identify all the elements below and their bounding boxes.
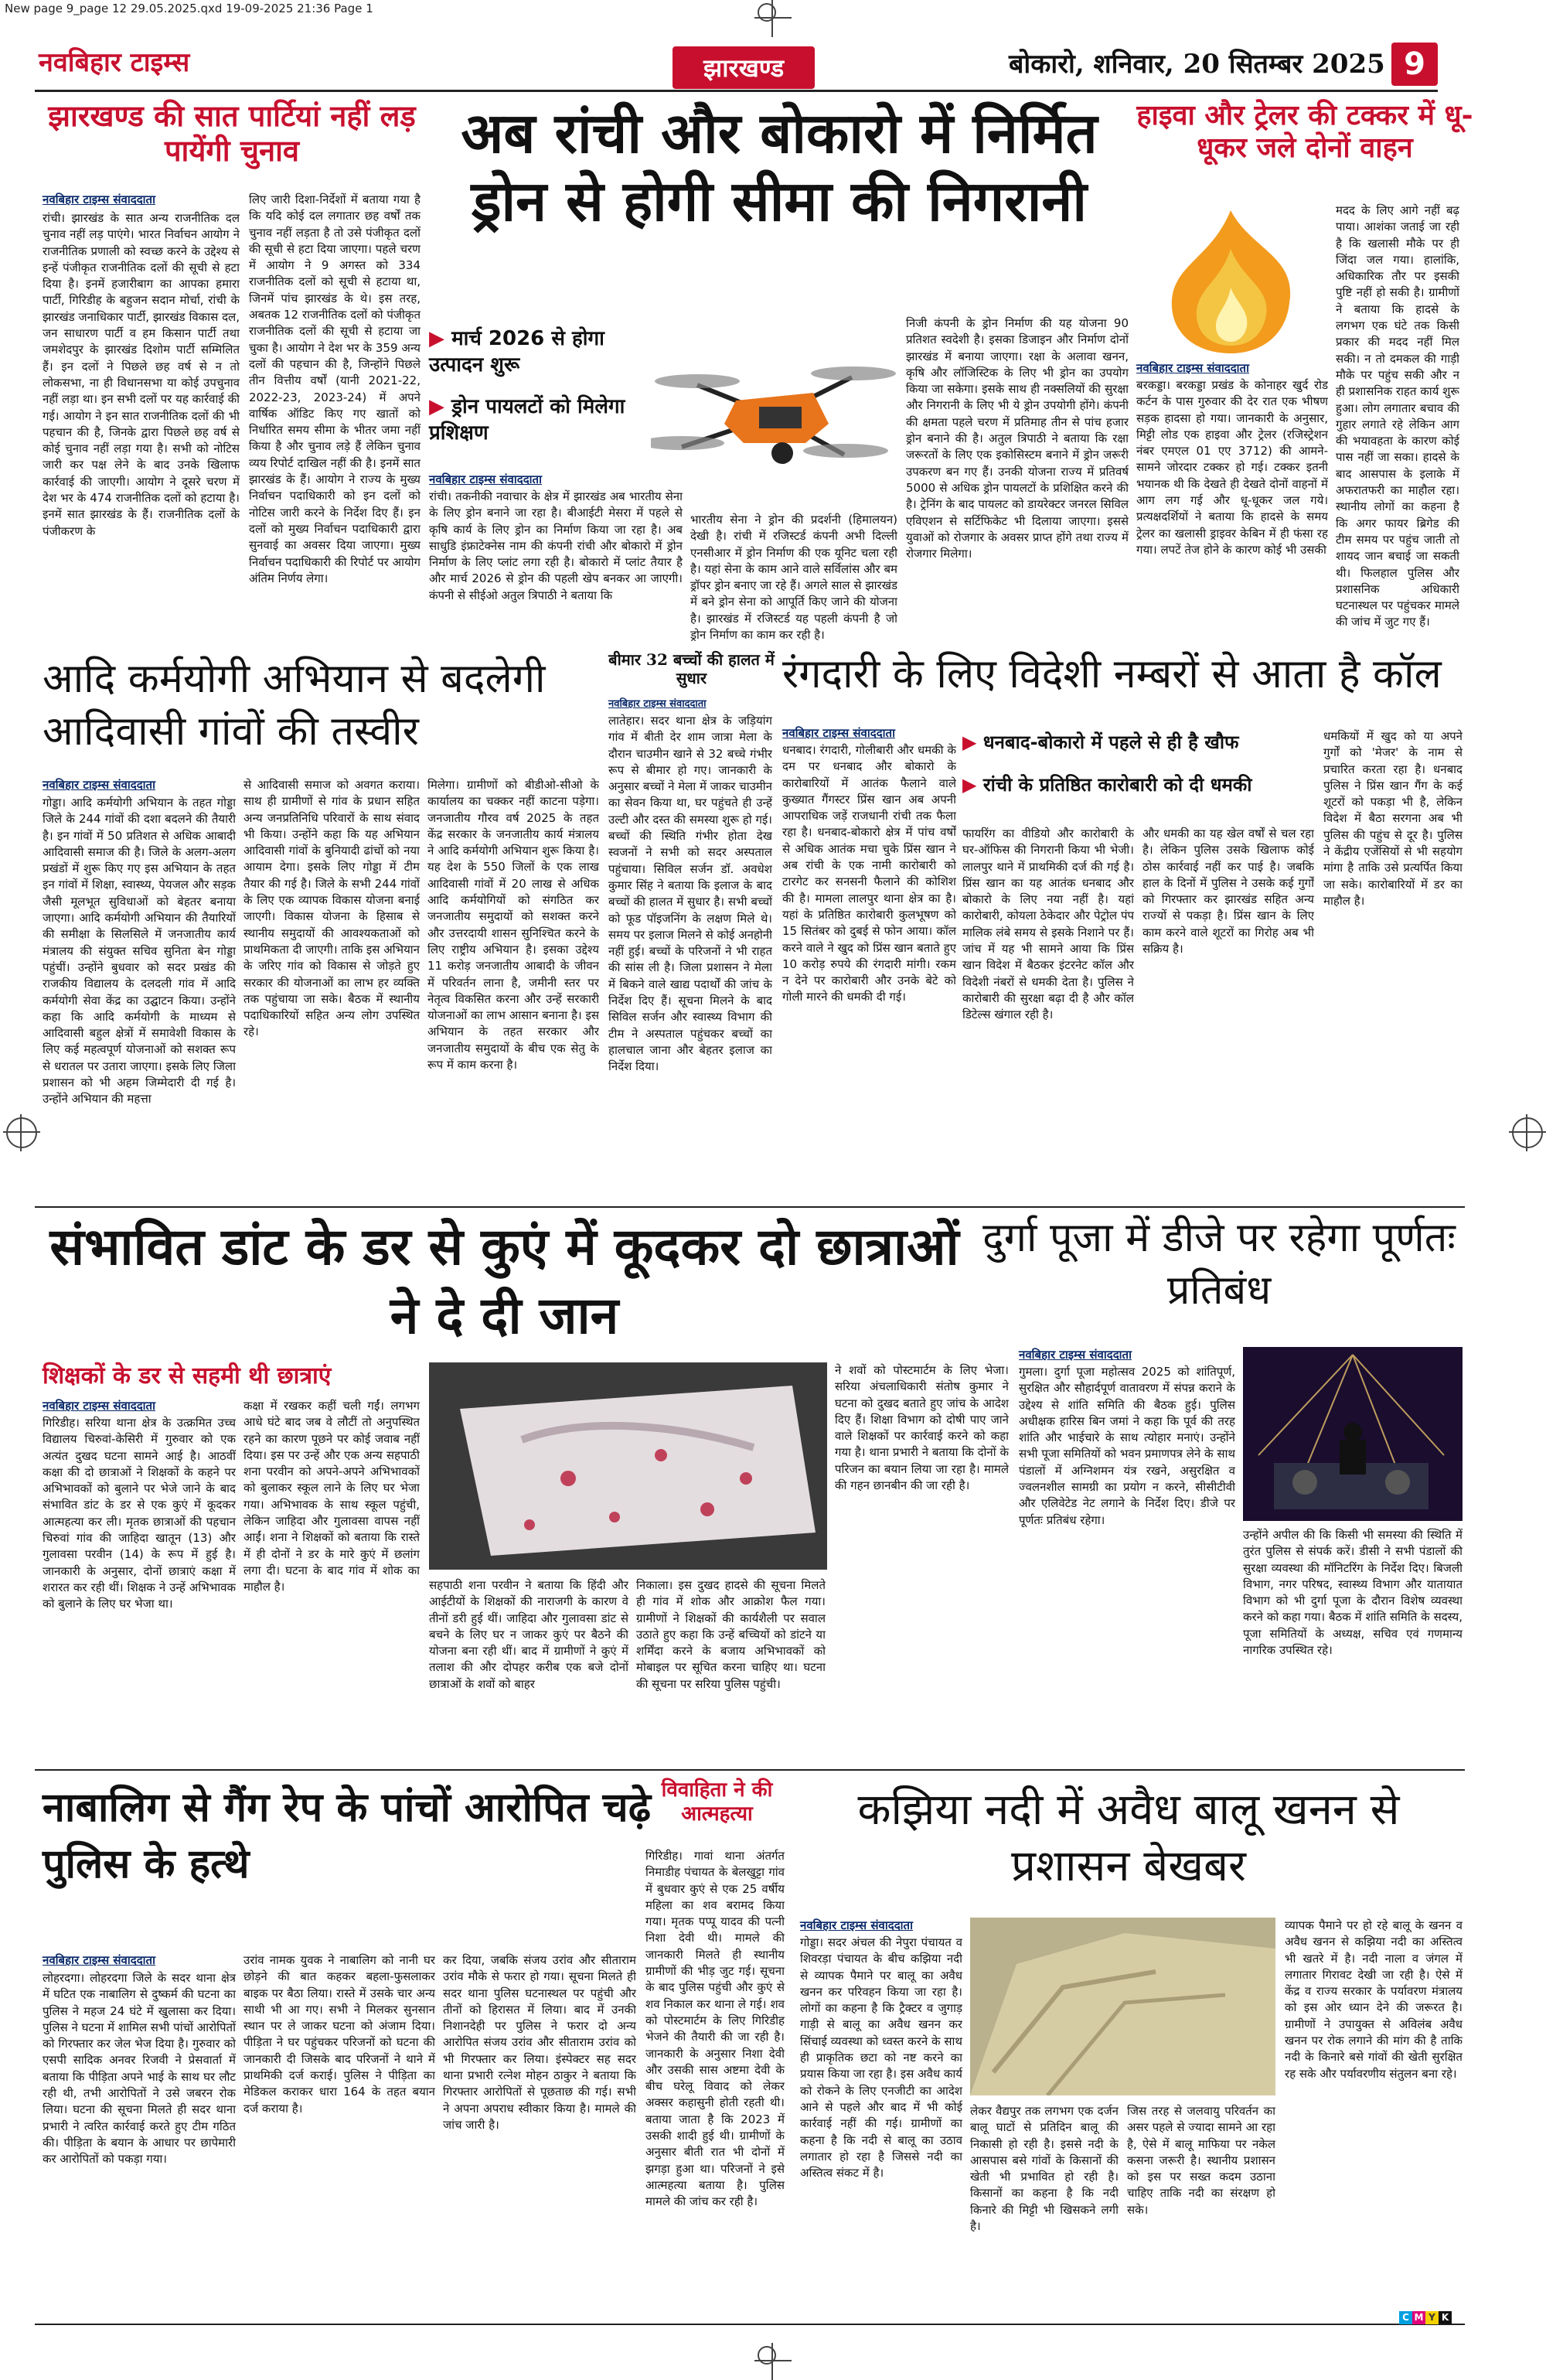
magenta-swatch: M [1412,2311,1425,2324]
yellow-swatch: Y [1425,2311,1439,2324]
story7-col1: गिरिडीह। सरिया थाना क्षेत्र के उत्क्रमित उच्च विद्यालय चिरुवां-केसिरी में गुरुवार को एक अत्यंत दुखद घटना सामने आई है। आठवीं कक्षा की दो छात्राओं ने शिक्षकों के कहने पर अभिभावकों को बुलाने पर भेजे जाने के बाद संभावित डांट के डर से एक कुएं में कूदकर आत्महत्या कर ली। मृतक छात्राओं की पहचान चिरुवां गांव की जाहिदा खातून (13) और गुलावसा परवीन (14) के रूप में हुई है। जानकारी के अनुसार, दोनों छात्राएं कक्षा में शरारत कर रही थीं। शिक्षक ने उन्हें अभिभावक को बुलाने के लिए घर भेजा था। [43,1416,236,1611]
registration-mark-bottom [758,2346,776,2365]
story10-body: गिरिडीह। गावां थाना अंतर्गत निमाडीह पंचायत के बेलखुट्टा गांव में बुधवार कुएं से एक 25 वर्षीय महिला का शव बरामद किया गया। मृतक पप्पू यादव की पत्नी निशा देवी थी। मामले की जानकारी मिलते ही स्थानीय ग्रामीणों की भीड़ जुट गई। सूचना के बाद पुलिस पहुंची और कुएं से शव निकाल कर थाना ले गई। शव को पोस्टमार्टम के लिए गिरिडीह भेजने की तैयारी की जा रही है। जानकारी के अनुसार निशा देवी और उसकी सास अष्टमा देवी के बीच घरेलू विवाद को लेकर अक्सर कहासुनी होती रहती थी। बताया जाता है कि 2023 में उसकी शादी हुई थी। ग्रामीणों के अनुसार बीती रात भी दोनों में झगड़ा हुआ था। परिजनों ने इसे आत्महत्या बताया है। पुलिस मामले की जांच कर रही है। [645,1849,785,2209]
story4-col3: मिलेगा। ग्रामीणों को बीडीओ-सीओ के कार्यालय का चक्कर नहीं काटना पड़ेगा। जनजातीय गौरव वर्ष 2025 के तहत केंद्र सरकार के जनजातीय कार्य मंत्रालय ने आदि कर्मयोगी अभियान शुरू किया है। यह देश के 550 जिलों के एक लाख आदिवासी गांवों में 20 लाख से अधिक आदि कर्मयोगियों को संगठित कर जनजातीय समुदायों को सशक्त करने और उत्तरदायी शासन सुनिश्चित करने के लिए राष्ट्रीय अभियान है। इसका उद्देश्य 11 करोड़ जनजातीय आबादी के जीवन में परिवर्तन लाना है, जमीनी स्तर पर नेतृत्व विकसित करना और उन्हें सरकारी योजनाओं का लाभ आसान बनाना है। इस अभियान के तहत सरकार और जनजातीय समुदायों के बीच एक सेतु के रूप में काम करना है। [427,778,599,1072]
story9-headline: नाबालिग से गैंग रेप के पांचों आरोपित चढ़े पुलिस के हत्थे [43,1784,651,1887]
story6-bullet-2 [962,773,1318,797]
story7-col4: ने शवों को पोस्टमार्टम के लिए भेजा। सरिया अंचलाधिकारी संतोष कुमार ने घटना को दुखद बताते हुए जांच के आदेश दिए हैं। शिक्षा विभाग को दोषी पाए जाने वाले शिक्षकों पर कार्रवाई करने को कहा गया है। थाना प्रभारी ने बताया कि दोनों के परिजन का बयान लिया जा रहा है। मामले की गहन छानबीन की जा रही है। [835,1363,1009,1493]
story5-headline: बीमार 32 बच्चों की हालत में सुधार [608,650,775,687]
story1-col1: रांची। झारखंड के सात अन्य राजनीतिक दल चुनाव नहीं लड़ पाएंगे। भारत निर्वाचन आयोग ने राजनीतिक प्रणाली को स्वच्छ करने के उद्देश्य से इन्हें पंजीकृत राजनीतिक दलों की सूची से हटा दिया है। इनमें हजारीबाग का आपका हमारा पार्टी, गिरिडीह के बहुजन सदान मोर्चा, रांची के झारखंड जनाधिकार पार्टी, झारखंड विकास दल, जन साधारण पार्टी व हम किसान पार्टी तथा जमशेदपुर के झारखंड दिशोम पार्टी सम्मिलित हैं। इन दलों ने पिछले छह वर्ष से न तो लोकसभा, ना ही विधानसभा या कोई उपचुनाव नहीं लड़ा था। इन सभी दलों पर यह कार्रवाई की गई। आयोग ने इन सात राजनीतिक दलों की भी पहचान की है, जिनके द्वारा पिछले छह वर्ष से कोई चुनाव नहीं लड़ा गया है। सभी को नोटिस जारी कर पक्ष लेने के बाद उनके खिलाफ कार्रवाई की जाएगी। आयोग ने दूसरे चरण में देश भर के 474 राजनीतिक दलों को हटाया है। इनमें सात झारखंड के हैं। राजनीतिक दलों के पंजीकरण के [43,211,240,538]
story8-col3: उन्होंने अपील की कि किसी भी समस्या की स्थिति में तुरंत पुलिस से संपर्क करें। डीसी ने सभी पंडालों की सुरक्षा व्यवस्था की मॉनिटरिंग के निर्देश दिए। बिजली विभाग, नगर परिषद, स्वास्थ्य विभाग और यातायात विभाग को भी दुर्गा पूजा के दौरान विशेष व्यवस्था करने को कहा गया। बैठक में शांति समिति के सदस्य, पूजा समितियों के अध्यक्ष, सचिव एवं गणमान्य नागरिक उपस्थित रहे। [1243,1528,1463,1658]
story2-bullet-1-text: मार्च 2026 से होगा उत्पादन शुरू [429,327,604,377]
cyan-swatch: C [1399,2311,1412,2324]
story2-col2: भारतीय सेना ने ड्रोन की प्रदर्शनी (हिमालयन) देखी है। रांची में रजिस्टर्ड कंपनी अभी दिल्ली एनसीआर में ड्रोन निर्माण की एक यूनिट चला रही है। यहां सेना के काम आने वाले सर्विलांस और बम ड्रॉपर ड्रोन बनाए जा रहे हैं। अगले साल से झारखंड में बने ड्रोन सेना को आपूर्ति किए जाने की योजना है। झारखंड में रजिस्टर्ड यह पहली कंपनी है जो ड्रोन निर्माण का काम कर रही है। [690,513,897,643]
story11-col3: जिस तरह से जलवायु परिवर्तन का असर पहले से ज्यादा सामने आ रहा है, ऐसे में बालू माफिया पर नकेल कसना जरूरी है। स्थानीय प्रशासन को इस पर सख्त कदम उठाना चाहिए ताकि नदी का संरक्षण हो सके। [1127,2104,1275,2217]
story6-bullet-1-text: धनबाद-बोकारो में पहले से ही है खौफ [982,731,1239,753]
lower-rule [35,1769,1465,1771]
story9-col3: कर दिया, जबकि संजय उरांव और सीताराम उरांव मौके से फरार हो गया। सूचना मिलते ही सदर थाना पुलिस घटनास्थल पर पहुंची और तीनों को हिरासत में लिया। बाद में उनकी निशानदेही पर पुलिस ने फरार दो अन्य आरोपित संजय उरांव और सीताराम उरांव को भी गिरफ्तार कर लिया। इंस्पेक्टर सह सदर थाना प्रभारी रत्नेश मोहन ठाकुर ने बताया कि गिरफ्तार आरोपितों से पूछताछ की गई। सभी ने अपना अपराध स्वीकार किया है। मामले की जांच जारी है। [443,1953,636,2132]
story8-byline: नवबिहार टाइम्स संवाददाता [1019,1348,1132,1362]
story9-byline: नवबिहार टाइम्स संवाददाता [43,1953,155,1967]
story11-col1: गोड्डा। सदर अंचल की नेपुरा पंचायत व शिवरड़ा पंचायत के बीच कझिया नदी से व्यापक पैमाने पर बालू का अवैध खनन कर परिवहन किया जा रहा है। लोगों का कहना है कि ट्रैक्टर व जुगाड़ गाड़ी से बालू का अवैध खनन कर सिंचाई व्यवस्था को ध्वस्त करने के साथ ही प्राकृतिक छटा को नष्ट करने का प्रयास किया जा रहा है। इस अवैध कार्य को रोकने के लिए एनजीटी का आदेश आने से पहले और बाद में भी कोई कार्रवाई नहीं की गई। ग्रामीणों का कहना है कि नदी से बालू का उठाव लगातार हो रहा है जिससे नदी का अस्तित्व संकट में है। [800,1935,962,2181]
story4-byline: नवबिहार टाइम्स संवाददाता [43,778,155,792]
mid-rule [35,1206,1465,1208]
registration-mark-left [6,1117,34,1145]
header-rule [35,90,1438,92]
story6-headline: रंगदारी के लिए विदेशी नम्बरों से आता है कॉल [782,651,1442,697]
story7-caption: सहपाठी शना परवीन ने बताया कि हिंदी और आईटीयों के शिक्षकों की नाराजगी के कारण वे तीनों डरी हुई थीं। जाहिदा और गुलावसा डांट से बचने के लिए घर न जाकर कुएं पर बैठने की योजना बना रही थीं। बाद में ग्रामीणों ने कुएं में तलाश की और दोपहर करीब एक बजे दोनों छात्राओं के शवों को बाहर [429,1578,628,1691]
arrow-right-icon: ▶ [429,327,444,350]
story1-col2: लिए जारी दिशा-निर्देशों में बताया गया है कि यदि कोई दल लगातार छह वर्षों तक चुनाव नहीं लड़ता है तो उसे पंजीकृत दलों की सूची से हटा दिया जाएगा। पहले चरण में आयोग ने 9 अगस्त को 334 राजनीतिक दलों को सूची से हटाया था, जिनमें पांच झारखंड के थे। इस तरह, अबतक 12 राजनीतिक दलों को पंजीकृत राजनीतिक दलों की सूची से हटाया जा चुका है। आयोग ने देश भर के 359 अन्य दलों की पहचान की है, जिन्होंने पिछले तीन वित्तीय वर्षों (यानी 2021-22, 2022-23, 2023-24) में अपने वार्षिक ऑडिट किए गए खातों को निर्धारित समय सीमा के भीतर जमा नहीं किया है और चुनाव लड़े हैं लेकिन चुनाव व्यय रिपोर्ट दाखिल नहीं की है। इनमें सात झारखंड के हैं। आयोग ने राज्य के मुख्य निर्वाचन पदाधिकारी को इन दलों को नोटिस जारी करने के निर्देश दिए हैं। इन दलों को मुख्य निर्वाचन पदाधिकारी द्वारा सुनवाई का अवसर दिया जाएगा। मुख्य निर्वाचन पदाधिकारी की रिपोर्ट पर आयोग अंतिम निर्णय लेगा। [249,193,421,585]
fire-photo [1135,203,1326,357]
registration-mark-top [758,3,776,22]
story6-bullet-1 [962,731,1318,755]
drone-photo [651,315,898,509]
blanket-photo [429,1362,827,1570]
story7-col2: कक्षा में रखकर कहीं चली गईं। लगभग आधे घंटे बाद जब वे लौटीं तो अनुपस्थित रहने का कारण पूछने पर कोई जवाब नहीं दिया। इस पर उन्हें और एक अन्य सहपाठी शना परवीन को अपने-अपने अभिभावकों को बुलाकर स्कूल लाने के लिए घर भेजा गया। अभिभावक के साथ स्कूल पहुंची, लेकिन जाहिदा और गुलावसा वापस नहीं आईं। शना ने शिक्षकों को बताया कि रास्ते में ही दोनों ने डर के मारे कुएं में छलांग लगा दी। घटना के बाद गांव में शोक का माहौल है। [243,1399,420,1594]
story4-col1: गोड्डा। आदि कर्मयोगी अभियान के तहत गोड्डा जिले के 244 गांवों की दशा बदलने की तैयारी है। इन गांवों में 50 प्रतिशत से अधिक आबादी आदिवासी समाज की है। जिले के अलग-अलग प्रखंडों में शुरू किए गए इस अभियान के तहत इन गांवों में शिक्षा, स्वास्थ्य, पेयजल और सड़क जैसी मूलभूत सुविधाओं को बेहतर बनाया जाएगा। आदि कर्मयोगी अभियान की तैयारियों की समीक्षा के सिलसिले में जनजातीय कार्य मंत्रालय की संयुक्त सचिव सुनिता बेन गोड्डा पहुंचीं। उन्होंने बुधवार को सदर प्रखंड की राजकीय विद्यालय के दलदली गांव में आदि कर्मयोगी सेवा केंद्र का उद्घाटन किया। उन्होंने कहा कि आदि कर्मयोगी के माध्यम से आदिवासी बहुल क्षेत्रों में समावेशी विकास के लिए कई महत्वपूर्ण योजनाओं को सशक्त रूप से धरातल पर उतारा जाएगा। इसके लिए जिला प्रशासन को भी अहम जिम्मेदारी दी गई है। उन्होंने अभियान की महत्ता [43,796,236,1106]
page-number: 9 [1391,43,1438,86]
story4-headline: आदि कर्मयोगी अभियान से बदलेगी आदिवासी गांवों की तस्वीर [43,656,546,755]
story2-bullet-1 [429,326,622,379]
story2-headline: अब रांची और बोकारो में निर्मित ड्रोन से होगी सीमा की निगरानी [461,100,1098,234]
story2-bullet-2 [429,394,645,447]
story10-headline: विवाहिता ने की आत्महत्या [661,1778,773,1826]
story6-byline: नवबिहार टाइम्स संवाददाता [782,726,895,740]
story11-col2: लेकर वैद्यपुर तक लगभग एक दर्जन बालू घाटों से प्रतिदिन बालू की निकासी हो रही है। इससे नदी के आसपास बसे गांवों के किसानों की खेती भी प्रभावित हो रही है। किसानों का कहना है कि नदी किनारे की मिट्टी भी खिसकने लगी है। [970,2104,1119,2234]
story1-headline: झारखण्ड की सात पार्टियां नहीं लड़ पायेंगी चुनाव [48,98,416,168]
dateline: बोकारो, शनिवार, 20 सितम्बर 2025 [1009,49,1385,80]
story2-byline: नवबिहार टाइम्स संवाददाता [429,472,542,486]
dj-photo [1243,1347,1463,1521]
print-slug: New page 9_page 12 29.05.2025.qxd 19-09-2025 21:36 Page 1 [5,2,373,15]
story2-col1: रांची। तकनीकी नवाचार के क्षेत्र में झारखंड अब भारतीय सेना के लिए ड्रोन बनाने जा रहा है। बीआईटी मेसरा में पहले से कृषि कार्य के लिए ड्रोन का निर्माण किया जा रहा है। अब साधुडि इंफ्राटेक्नेस नाम की कंपनी रांची और बोकारो में ड्रोन निर्माण के लिए प्लांट लगा रही है। बोकारो में प्लांट तैयार है और मार्च 2026 से ड्रोन की पहली खेप बनकर आ जाएगी। कंपनी से सीईओ अतुल त्रिपाठी ने बताया कि [429,489,683,602]
story6-col1: धनबाद। रंगदारी, गोलीबारी और धमकी के दम पर धनबाद और बोकारो के कारोबारियों में आतंक फैलाने वाले कुख्यात गैंगस्टर प्रिंस खान अब अपनी आपराधिक जड़ें राजधानी रांची तक फैला रहा है। धनबाद-बोकारो क्षेत्र में पांच वर्षों से अधिक आतंक मचा चुके प्रिंस खान ने अब रांची के एक नामी कारोबारी को टारगेट कर सनसनी फैलाने की कोशिश की है। मामला लालपुर थाना क्षेत्र का है। यहां के प्रतिष्ठित कारोबारी कुलभूषण को 15 सितंबर को दुबई से फोन आया। कॉल करने वाले ने खुद को प्रिंस खान बताते हुए 10 करोड़ रुपये की रंगदारी मांगी। रकम न देने पर कारोबारी और उनके बेटे को गोली मारने की धमकी दी गई। [782,743,956,1004]
story3-byline: नवबिहार टाइम्स संवाददाता [1136,361,1249,375]
story11-col4: व्यापक पैमाने पर हो रहे बालू के खनन व अवैध खनन से कझिया नदी का अस्तित्व भी खतरे में है। नदी नाला व जंगल में लगातार गिरावट देखी जा रही है। ऐसे में केंद्र व राज्य सरकार के पर्यावरण मंत्रालय को इस ओर ध्यान देने की जरूरत है। ग्रामीणों ने उपायुक्त से अविलंब अवैध खनन पर रोक लगाने की मांग की है ताकि नदी के किनारे बसे गांवों की खेती सुरक्षित रह सके और पर्यावरणीय संतुलन बना रहे। [1285,1918,1463,2081]
story7-col3: निकाला। इस दुखद हादसे की सूचना मिलते ही गांव में शोक और आक्रोश फैल गया। ग्रामीणों ने शिक्षकों की कार्यशैली पर सवाल उठाते हुए कहा कि उन्हें बच्चियों को डांटने या शर्मिंदा करने के बजाय अभिभावकों को मोबाइल पर सूचित करना चाहिए था। घटना की सूचना पर सरिया पुलिस पहुंची। [636,1578,826,1691]
story3-col1: बरकड्डा। बरकड्डा प्रखंड के कोनाहर खुर्द रोड कर्टन के पास गुरुवार की देर रात एक भीषण सड़क हादसा हो गया। जानकारी के अनुसार, मिट्टी लोड एक हाइवा और ट्रेलर (रजिस्ट्रेशन नंबर एमएल 01 एए 3712) की आमने-सामने जोरदार टक्कर हो गई। टक्कर इतनी भयानक थी कि देखते ही देखते दोनों वाहनों में आग लग गई और धू-धूकर जल गये। प्रत्यक्षदर्शियों ने बताया कि हादसे के समय ट्रेलर का खलासी ड्राइवर केबिन में ही फंसा रह गया। लपटें तेज होने के कारण कोई भी उसकी [1136,378,1328,557]
story6-col4: धमकियों में खुद को या अपने गुर्गों को 'मेजर' के नाम से प्रचारित करता रहा है। धनबाद पुलिस ने प्रिंस खान गैंग के कई शूटरों को पकड़ा भी है, लेकिन विदेश में बैठा सरगना अब भी पुलिस की पहुंच से दूर है। पुलिस ने केंद्रीय एजेंसियों से भी सहयोग मांगा है ताकि उसे प्रत्यर्पित किया जा सके। कारोबारियों में डर का माहौल है। [1323,729,1463,908]
story4-col2: से आदिवासी समाज को अवगत कराया। साथ ही ग्रामीणों से गांव के प्रधान सहित अन्य जनप्रतिनिधि परिवारों के साथ संवाद भी किया। उन्होंने कहा कि यह अभियान आदिवासी गांवों के बुनियादी ढांचों को नया आयाम देगा। इसके लिए गोड्डा में टीम तैयार की गई है। जिले के सभी 244 गांवों के लिए एक व्यापक विकास योजना बनाई जाएगी। विकास योजना के हिसाब से स्थानीय समुदायों की आवश्यकताओं को प्राथमिकता दी जाएगी। ताकि इस अभियान के जरिए गांव को विकास से जोड़ते हुए सरकार की योजनाओं का लाभ हर व्यक्ति तक पहुंचाया जा सके। बैठक में स्थानीय पदाधिकारियों सहित अन्य लोग उपस्थित रहे। [243,778,420,1039]
story5-byline: नवबिहार टाइम्स संवाददाता [608,698,707,710]
sand-photo [970,1918,1275,2095]
story3-col2: मदद के लिए आगे नहीं बढ़ पाया। आशंका जताई जा रही है कि खलासी मौके पर ही जिंदा जल गया। हालांकि, अधिकारिक तौर पर इसकी पुष्टि नहीं हो सकी है। ग्रामीणों ने बताया कि हादसे के लगभग एक घंटे तक किसी प्रकार की मदद नहीं मिल सकी। न तो दमकल की गाड़ी मौके पर पहुंच सकी और न ही प्रशासनिक राहत कार्य शुरू हुआ। लोग लगातार बचाव की गुहार लगाते रहे लेकिन आग की भयावहता के कारण कोई पास नहीं जा सका। हादसे के बाद आसपास के इलाके में अफरातफरी का माहौल रहा। स्थानीय लोगों का कहना है कि अगर फायर ब्रिगेड की टीम समय पर पहुंच जाती तो शायद जान बचाई जा सकती थी। फिलहाल पुलिस और प्रशासनिक अधिकारी घटनास्थल पर पहुंचकर मामले की जांच में जुट गए हैं। [1336,203,1459,629]
story7-kicker: शिक्षकों के डर से सहमी थी छात्राएं [43,1362,332,1389]
story8-col1: गुमला। दुर्गा पूजा महोत्सव 2025 को शांतिपूर्ण, सुरक्षित और सौहार्दपूर्ण वातावरण में संपन्न कराने के उद्देश्य से शांति समिति की बैठक हुई। पुलिस अधीक्षक हारिस बिन जमां ने कहा कि पूर्व की तरह शांति और भाईचारे के साथ त्योहार मनाएं। उन्होंने सभी पूजा समितियों को भवन प्रमाणपत्र लेने के साथ पंडालों में अग्निशमन यंत्र रखने, असुरक्षित व ज्वलनशील सामग्री का प्रयोग न करने, सीसीटीवी और एलिवेटेड नेट लगाने के निर्देश दिए। डीजे पर पूर्णतः प्रतिबंध रहेगा। [1019,1365,1235,1527]
story6-col2: फायरिंग का वीडियो और कारोबारी के घर-ऑफिस की निगरानी किया भी भेजी। लालपुर थाने में प्राथमिकी दर्ज की गई है। प्रिंस खान का यह आतंक धनबाद और बोकारो के लिए नया नहीं है। यहां कारोबारी, कोयला ठेकेदार और पेट्रोल पंप मालिक लंबे समय से इसके निशाने पर हैं। जांच में यह भी सामने आया कि प्रिंस खान विदेश में बैठकर इंटरनेट कॉल और विदेशी नंबरों से धमकी देता है। पुलिस ने कारोबारी की सुरक्षा बढ़ा दी है और कॉल डिटेल्स खंगाल रही है। [962,827,1134,1022]
arrow-right-icon: ▶ [429,395,444,418]
arrow-right-icon: ▶ [962,731,977,753]
story8-headline: दुर्गा पूजा में डीजे पर रहेगा पूर्णतः प्रतिबंध [982,1215,1456,1314]
story3-headline: हाइवा और ट्रेलर की टक्कर में धू-धूकर जले दोनों वाहन [1136,99,1473,165]
registration-mark-right [1512,1117,1540,1145]
cmyk-strip [1399,2309,1452,2324]
story6-col3: और धमकी का यह खेल वर्षों से चल रहा है। लेकिन पुलिस उसके खिलाफ कोई ठोस कार्रवाई नहीं कर पाई है। जबकि हाल के दिनों में पुलिस ने उसके कई गुर्गों को गिरफ्तार कर झारखंड सहित अन्य राज्यों से पकड़ा है। प्रिंस खान के लिए काम करने वाले शूटरों का गिरोह अब भी सक्रिय है। [1142,827,1314,956]
black-swatch: K [1439,2311,1452,2324]
story2-col3: निजी कंपनी के ड्रोन निर्माण की यह योजना 90 प्रतिशत स्वदेशी है। इसका डिजाइन और निर्माण दोनों झारखंड में बनाया जाएगा। रक्षा के अलावा खनन, कृषि और लॉजिस्टिक के लिए भी ड्रोन का उपयोग किया जा सकेगा। इसके साथ ही नक्सलियों की सुरक्षा और निगरानी के लिए भी ये ड्रोन उपयोगी होंगे। कंपनी की क्षमता पहले चरण में प्रतिमाह तीन से पांच हजार ड्रोन बनाने की है। अतुल त्रिपाठी ने बताया कि रक्षा जरूरतों के लिए एक इकोसिस्टम बनाने में ड्रोन जरूरी उपकरण बन गए हैं। उनकी योजना राज्य में प्रतिवर्ष 5000 से अधिक ड्रोन पायलटों के प्रशिक्षित करने की है। ट्रेनिंग के बाद पायलट को डायरेक्टर जनरल सिविल एविएशन से सर्टिफिकेट भी दिलाया जाएगा। इससे युवाओं को रोजगार के अवसर प्राप्त होंगे तथा राज्य में रोजगार मिलेगा। [906,316,1129,561]
story7-headline: संभावित डांट के डर से कुएं में कूदकर दो छात्राओं ने दे दी जान [49,1216,959,1346]
story7-byline: नवबिहार टाइम्स संवाददाता [43,1399,155,1413]
story11-headline: कझिया नदी में अवैध बालू खनन से प्रशासन बेखबर [857,1785,1400,1891]
story5-body: लातेहार। सदर थाना क्षेत्र के जड़ियांग गांव में बीती देर शाम जात्रा मेला के दौरान चाउमीन खाने से 32 बच्चे गंभीर रूप से बीमार हो गए। जानकारी के अनुसार बच्चों ने मेला में जाकर चाउमीन का सेवन किया था, घर पहुंचते ही उन्हें उल्टी और दस्त की समस्या शुरू हो गई। बच्चों की स्थिति गंभीर होता देख स्वजनों ने सभी को सदर अस्पताल पहुंचाया। सिविल सर्जन डॉ. अवधेश कुमार सिंह ने बताया कि इलाज के बाद बच्चों की हालत में सुधार है। सभी बच्चों को फूड पॉइजनिंग के लक्षण मिले थे। समय पर इलाज मिलने से कोई अनहोनी नहीं हुई। बच्चों के परिजनों ने भी राहत की सांस ली है। जिला प्रशासन ने मेला में बिकने वाले खाद्य पदार्थों की जांच के निर्देश दिए हैं। सूचना मिलने के बाद सिविल सर्जन और स्वास्थ्य विभाग की टीम ने अस्पताल पहुंचकर बच्चों का हालचाल जाना और बेहतर इलाज का निर्देश दिया। [608,714,772,1074]
story6-bullet-2-text: रांची के प्रतिष्ठित कारोबारी को दी धमकी [982,774,1252,796]
section-badge: झारखण्ड [673,46,815,89]
footer-rule [35,2324,1465,2325]
story11-byline: नवबिहार टाइम्स संवाददाता [800,1918,913,1932]
story9-col1: लोहरदगा। लोहरदगा जिले के सदर थाना क्षेत्र में घटित एक नाबालिग से दुष्कर्म की घटना का पुलिस ने महज 24 घंटे में खुलासा कर दिया। पुलिस ने घटना में शामिल सभी पांचों आरोपितों को गिरफ्तार कर जेल भेज दिया है। गुरुवार को एसपी सादिक अनवर रिजवी ने प्रेसवार्ता में बताया कि पीड़िता अपने भाई के साथ घर लौट रही थी, तभी आरोपितों ने उसे जबरन रोक लिया। घटना की सूचना मिलते ही सदर थाना प्रभारी ने त्वरित कार्रवाई करते हुए टीम गठित की। पीड़िता के बयान के आधार पर छापेमारी कर आरोपितों को पकड़ा गया। [43,1971,236,2167]
masthead: नवबिहार टाइम्स [39,47,190,78]
story2-bullet-2-text: ड्रोन पायलटों को मिलेगा प्रशिक्षण [429,395,625,445]
arrow-right-icon: ▶ [962,774,977,796]
story9-col2: उरांव नामक युवक ने नाबालिग को नानी घर छोड़ने की बात कहकर बहला-फुसलाकर बाइक पर बैठा लिया। रास्ते में उसके चार अन्य साथी भी आ गए। सभी ने मिलकर सुनसान स्थान पर ले जाकर घटना को अंजाम दिया। पीड़िता ने घर पहुंचकर परिजनों को घटना की जानकारी दी जिसके बाद परिजनों ने थाने में प्राथमिकी दर्ज कराई। पुलिस ने पीड़िता का मेडिकल कराकर धारा 164 के तहत बयान दर्ज कराया है। [243,1953,435,2116]
story1-byline: नवबिहार टाइम्स संवाददाता [43,193,155,206]
